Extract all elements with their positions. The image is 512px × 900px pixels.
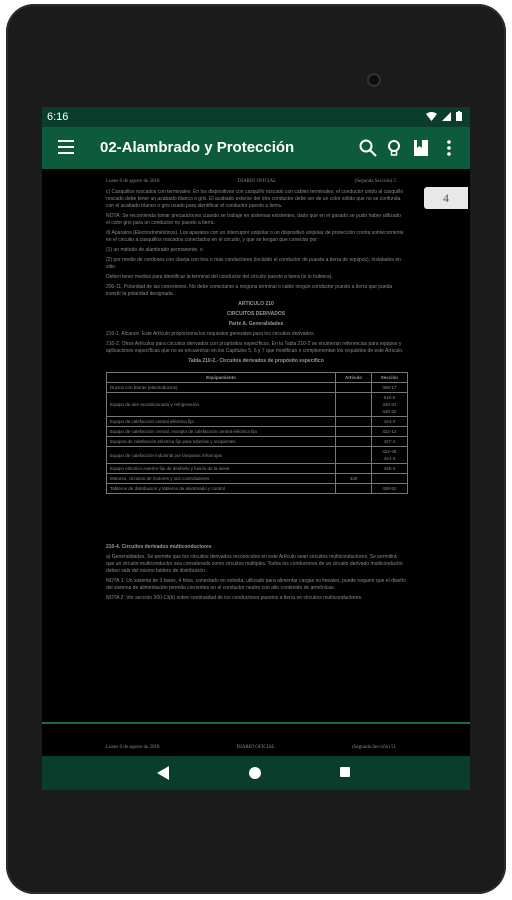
footer-section: (Segunda Sección) 51	[352, 745, 396, 750]
page-divider	[42, 722, 470, 724]
article-part: Parte A. Generalidades	[228, 321, 284, 327]
paragraph: 210-1. Alcance. Este Artículo proporciona los requisitos generales para los circuitos derivados.	[106, 331, 316, 337]
table-cell: 427-4	[371, 437, 407, 447]
table-cell: 430	[336, 474, 372, 484]
table-cell: 610-5 440-31 440-32	[371, 393, 407, 417]
table-cell: 424-3	[371, 417, 407, 427]
table-row	[107, 393, 408, 417]
table-cell: Motores, circuitos de motores y sus controladores	[107, 474, 336, 484]
camera	[367, 73, 381, 87]
article-subtitle: CIRCUITOS DERIVADOS	[226, 311, 286, 317]
paragraph: 210-2. Otros Artículos para circuitos derivados con propósitos específicos. En la Tabla 210-2 se enumeran referencias para equipos y aplicaciones específicas que no se encuentran en los Capítulos 5, 6 y 7 que modifican o complementan los requisitos de este Artículo.	[106, 341, 404, 354]
more-options-icon[interactable]	[439, 138, 459, 158]
paragraph: Deben tener medios para identificar la terminal del conductor del circuito puesto a tierra (si lo hubiera).	[106, 274, 333, 280]
page-body-lower	[106, 544, 406, 605]
table-header: Artículo	[336, 373, 372, 383]
table-header: Equipamiento	[107, 373, 336, 383]
paragraph: NOTA 1: Un sistema de 3 fases, 4 hilos, conectado en estrella, utilizado para alimentar cargas no lineales, puede requerir que el diseño del sistema de alimentación permita corrientes en el conductor neutro con alto contenido de armónicas.	[106, 578, 406, 591]
table-row	[107, 464, 408, 474]
table-cell	[336, 393, 372, 417]
table-cell: Tableros de distribución y tableros de alumbrado y control	[107, 484, 336, 494]
bookmark-icon[interactable]	[411, 138, 431, 158]
paragraph: NOTA 2: Ver sección 300-13(b) sobre continuidad de los conductores puestos a tierra en circuitos multiconductores.	[106, 595, 363, 601]
table-cell	[336, 437, 372, 447]
table-cell	[336, 464, 372, 474]
table-cell: Equipos de calefacción eléctrica fijo para tuberías y recipientes	[107, 437, 336, 447]
table-cell: Equipo de calefacción central, excepto de calefacción central eléctrica fija	[107, 427, 336, 437]
lightbulb-icon[interactable]	[384, 138, 404, 158]
table-cell	[336, 427, 372, 437]
table-cell	[336, 447, 372, 464]
table-row	[107, 383, 408, 393]
table-caption: Tabla 210-2.- Circuitos derivados de propósito específico	[188, 358, 324, 364]
section-title: 210-4. Circuitos derivados multiconductores	[106, 544, 212, 550]
table-cell: Equipo de calefacción industrial por lámparas infrarrojas	[107, 447, 336, 464]
back-icon[interactable]	[157, 766, 169, 780]
table-cell: Equipo de calefacción central eléctrica fija	[107, 417, 336, 427]
table-cell	[336, 484, 372, 494]
specific-purpose-table	[106, 372, 408, 494]
home-icon[interactable]	[249, 767, 261, 779]
app-toolbar	[42, 127, 470, 169]
footer-publication: DIARIO OFICIAL	[236, 745, 276, 750]
table-row	[107, 484, 408, 494]
wifi-icon	[426, 112, 437, 121]
table-cell: Equipo eléctrico exterior fijo de deshielo y fusión de la nieve	[107, 464, 336, 474]
table-row	[107, 437, 408, 447]
table-row	[107, 447, 408, 464]
status-bar	[42, 107, 470, 127]
android-nav-bar	[42, 756, 470, 790]
screen	[42, 107, 470, 790]
footer-date: Lunes 6 de agosto de 2018	[106, 745, 160, 750]
recent-apps-icon[interactable]	[340, 767, 350, 777]
paragraph: 200-11. Polaridad de las conexiones. No debe conectarse a ninguna terminal o cable ningún conductor puesto a tierra que pueda invertir la polaridad designada.	[106, 284, 393, 297]
paragraph: a) Generalidades. Se permite que los circuitos derivados reconocidos en este Artículo sean circuitos multiconductores. Se permitirá que un circuito multiconductor sea considerado como circuitos múltiples. Todos los conductores de un circuito derivado multiconductor deben salir del mismo tablero de distribución.	[106, 554, 404, 574]
next-page-header	[106, 745, 396, 750]
header-section: (Segunda Sección) 5	[354, 179, 396, 184]
paragraph: c) Casquillos roscados con terminales. En los dispositivos con casquillo roscado con cables terminales, el conductor unido al casquillo roscado debe tener un acabado blanco o gris. El acabado exterior del otro conductor debe ser de un color sólido que no se confunda con el acabado blanco o gris usado para identificar el conductor puesto a tierra.	[106, 189, 404, 209]
page-body	[106, 189, 406, 368]
search-icon[interactable]	[358, 138, 378, 158]
document-title: 02-Alambrado y Protección	[100, 139, 295, 156]
table-cell: 368-17	[371, 383, 407, 393]
table-cell: 408-52	[371, 484, 407, 494]
status-icons	[426, 111, 462, 121]
table-row	[107, 474, 408, 484]
table-header: Sección	[371, 373, 407, 383]
menu-icon[interactable]	[58, 140, 74, 154]
header-date: Lunes 6 de agosto de 2018	[106, 179, 160, 184]
header-publication: DIARIO OFICIAL	[237, 179, 277, 184]
pdf-viewer[interactable]	[42, 169, 470, 724]
table-row	[107, 417, 408, 427]
paragraph: d) Aparatos (Electrodomésticos). Los aparatos con un interruptor unipolar o un dispositivo unipolar de protección contra sobrecorriente en el circuito a casquillos roscados conectados en el circuito, y que se tengan que conectar por:	[106, 230, 404, 243]
signal-icon	[442, 112, 451, 121]
table-cell: 422-48 424-3	[371, 447, 407, 464]
table-cell	[336, 417, 372, 427]
battery-icon	[456, 111, 462, 121]
page-number-badge[interactable]: 4	[424, 187, 468, 209]
status-time: 6:16	[47, 111, 69, 123]
table-cell: 422-12	[371, 427, 407, 437]
paragraph: NOTA: Se recomienda tomar precauciones cuando se trabaje en sistemas existentes, dado que en el pasado se pudo haber utilizado el color gris para un conductor no puesto a tierra.	[106, 213, 402, 226]
table-cell: 426-4	[371, 464, 407, 474]
table-cell	[371, 474, 407, 484]
table-cell	[336, 383, 372, 393]
table-cell: Equipo de aire acondicionado y refrigeración	[107, 393, 336, 417]
article-title: ARTICULO 210	[238, 301, 274, 307]
table-row	[107, 427, 408, 437]
table-cell: Ductos con barras (electroductos)	[107, 383, 336, 393]
list-item: (2) por medio de cordones con clavija con tres o más conductores (incluido el conductor de puesta a tierra de equipos), instalados en sitio.	[106, 257, 401, 270]
page-header	[106, 178, 396, 185]
list-item: (1) un método de alambrado permanente, o	[106, 247, 203, 253]
